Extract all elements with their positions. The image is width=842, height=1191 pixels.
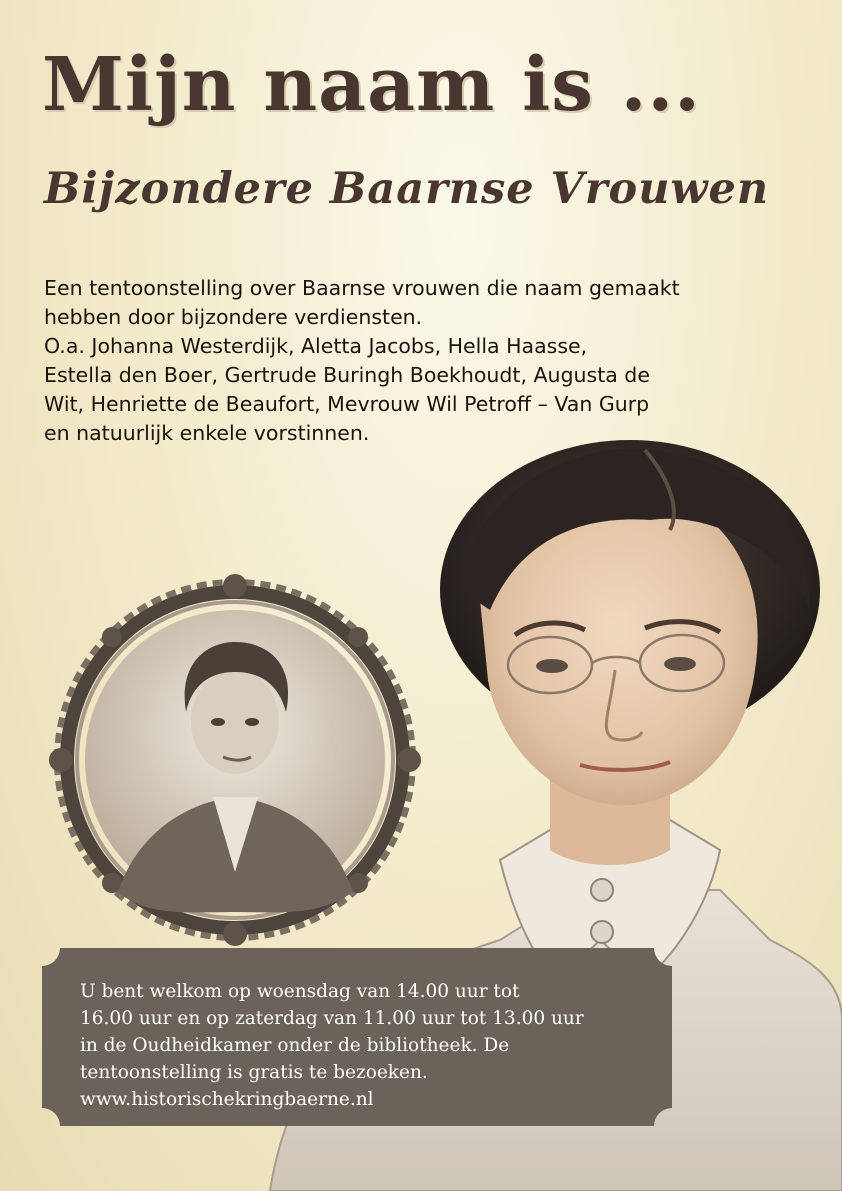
intro-line: Wit, Henriette de Beaufort, Mevrouw Wil Petroff – Van Gurp [44, 392, 650, 416]
intro-line: Estella den Boer, Gertrude Buringh Boekhoudt, Augusta de [44, 363, 650, 387]
intro-line: Een tentoonstelling over Baarnse vrouwen die naam gemaakt [44, 276, 680, 300]
info-line: in de Oudheidkamer onder de bibliotheek. De [80, 1035, 510, 1056]
info-box [42, 948, 672, 1126]
website-link[interactable]: www.historischekringbaerne.nl [80, 1089, 374, 1110]
info-line: 16.00 uur en op zaterdag van 11.00 uur tot 13.00 uur [80, 1008, 584, 1029]
poster-title: Mijn naam is ... [42, 42, 701, 128]
poster-subtitle: Bijzondere Baarnse Vrouwen [44, 164, 770, 214]
intro-line: O.a. Johanna Westerdijk, Aletta Jacobs, Hella Haasse, [44, 334, 588, 358]
info-line: U bent welkom op woensdag van 14.00 uur tot [80, 981, 520, 1002]
info-text [80, 978, 660, 1113]
framed-photo [48, 572, 422, 948]
info-line: tentoonstelling is gratis te bezoeken. [80, 1062, 428, 1083]
intro-line: hebben door bijzondere verdiensten. [44, 305, 423, 329]
intro-line: en natuurlijk enkele vorstinnen. [44, 421, 370, 445]
